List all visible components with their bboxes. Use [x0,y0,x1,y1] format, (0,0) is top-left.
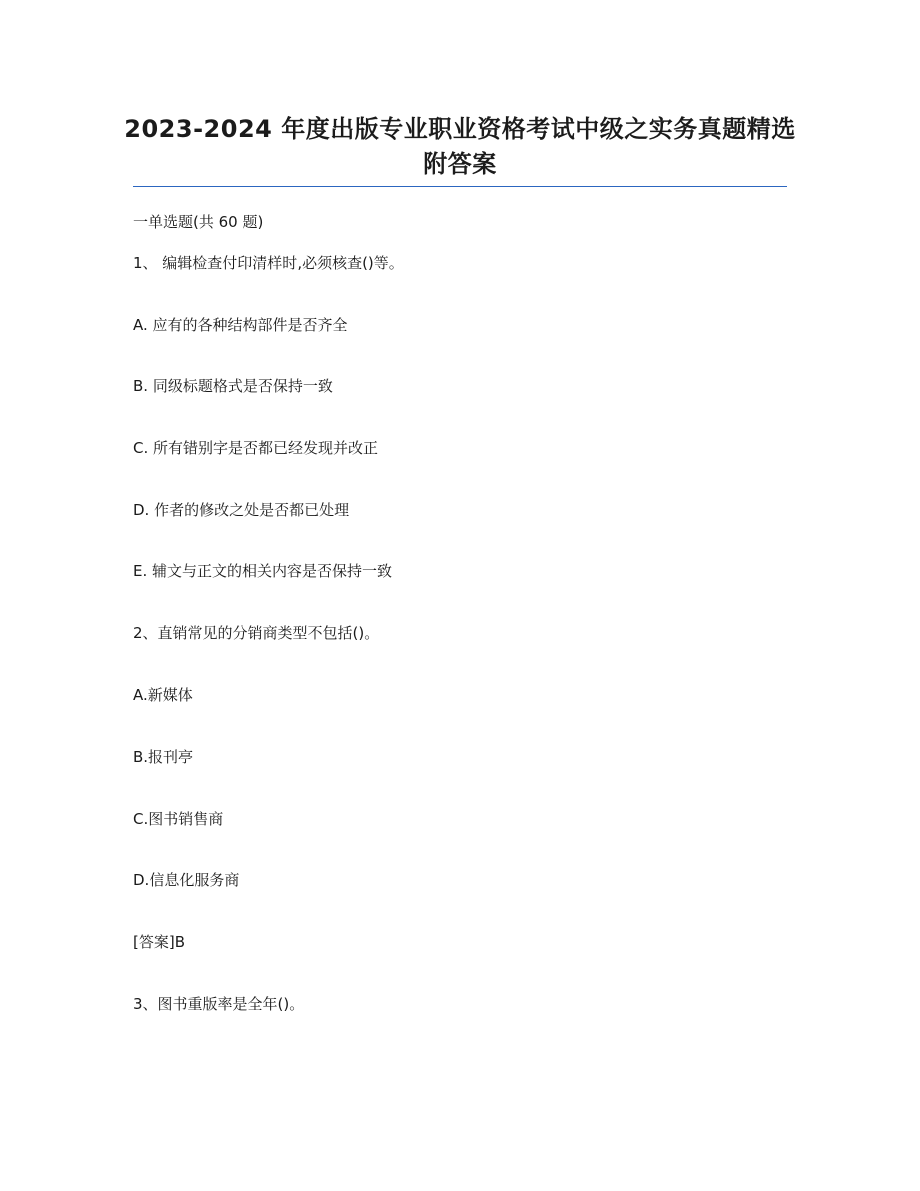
title-divider [133,186,787,187]
question-1-stem: 1、 编辑检查付印清样时,必须核查()等。 [133,254,404,272]
question-2-option-b: B.报刊亭 [133,748,194,766]
document-title [120,112,800,182]
question-2-stem: 2、直销常见的分销商类型不包括()。 [133,624,380,642]
question-1-option-a: A. 应有的各种结构部件是否齐全 [133,316,348,334]
question-3-stem: 3、图书重版率是全年()。 [133,995,305,1013]
document-title-line-1: 2023-2024 年度出版专业职业资格考试中级之实务真题精选 [124,115,796,143]
question-1-option-b: B. 同级标题格式是否保持一致 [133,377,333,395]
section-heading: 一单选题(共 60 题) [133,213,264,231]
document-title-line-2: 附答案 [423,150,497,178]
question-2-option-a: A.新媒体 [133,686,193,704]
question-1-option-c: C. 所有错别字是否都已经发现并改正 [133,439,379,457]
question-2-option-d: D.信息化服务商 [133,871,240,889]
question-2-answer: [答案]B [133,933,185,951]
question-1-option-d: D. 作者的修改之处是否都已处理 [133,501,350,519]
question-2-option-c: C.图书销售商 [133,810,224,828]
question-1-option-e: E. 辅文与正文的相关内容是否保持一致 [133,562,393,580]
